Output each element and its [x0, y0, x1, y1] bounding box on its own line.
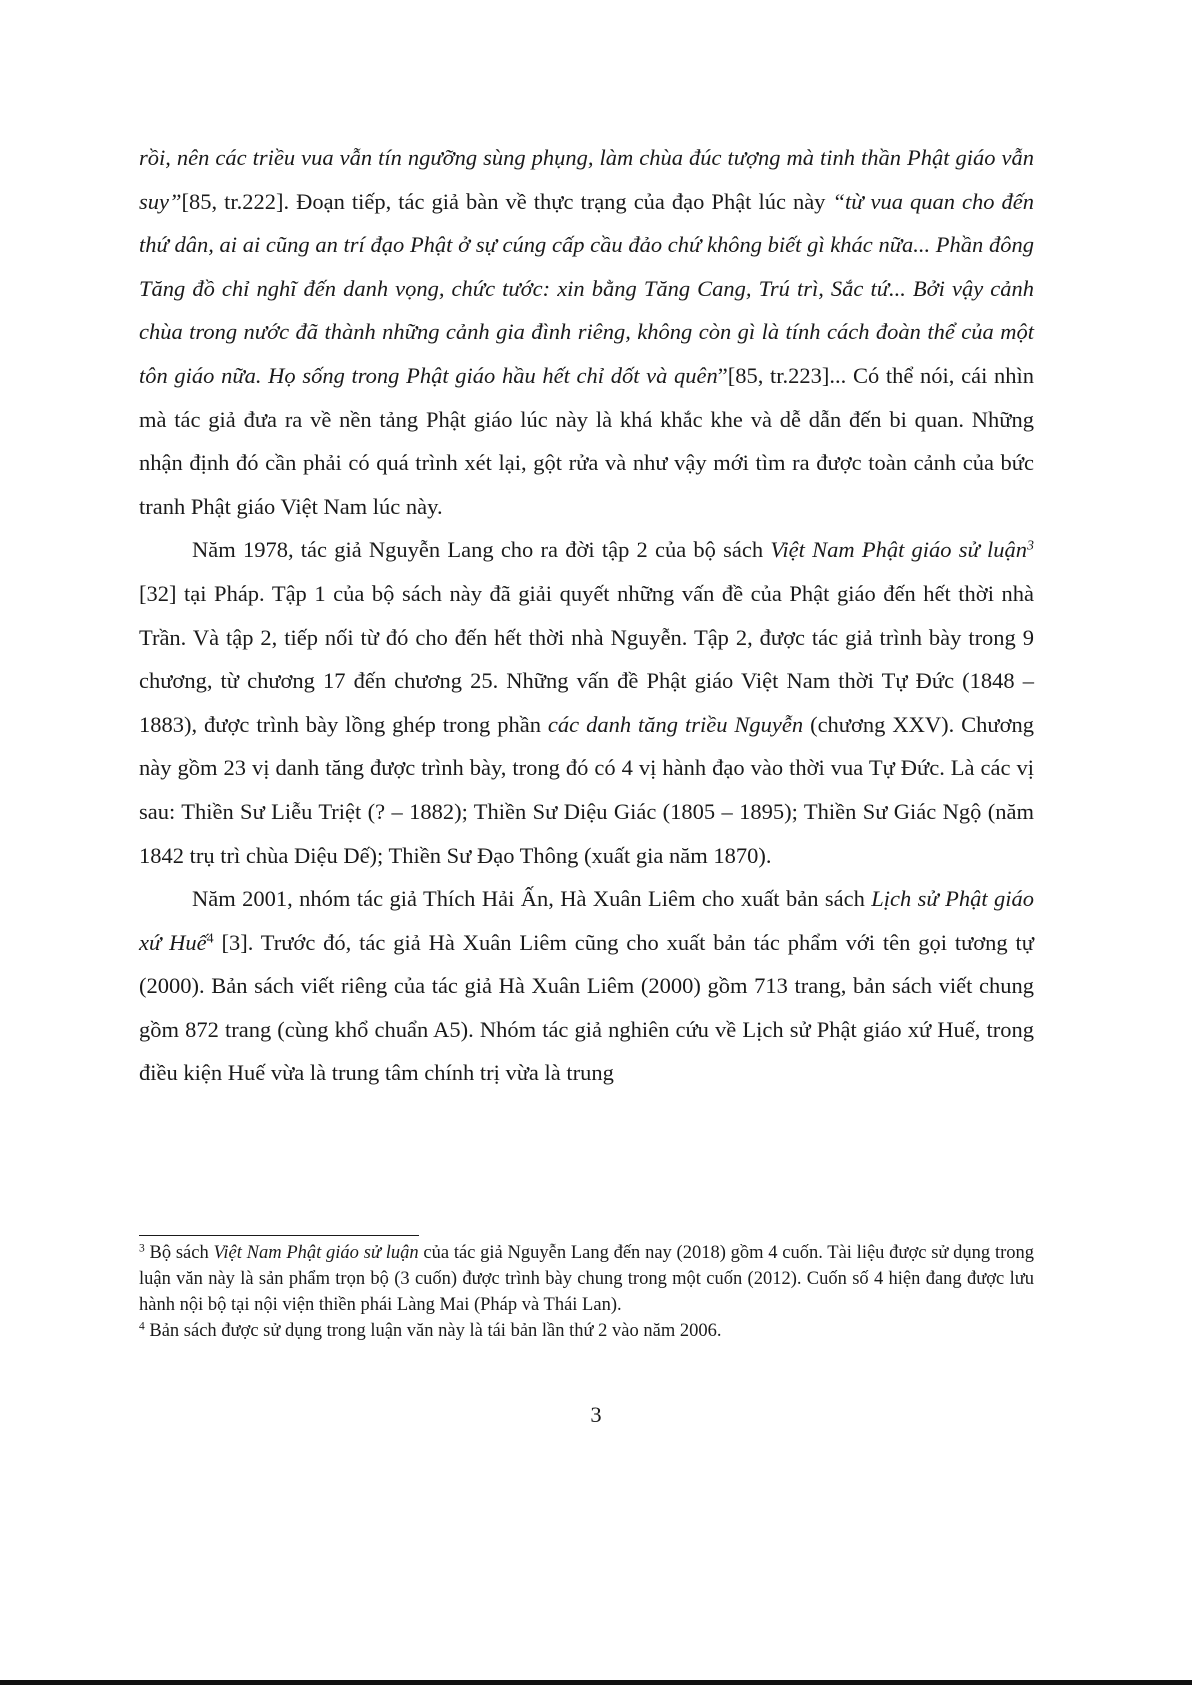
text-run: Năm 1978, tác giả Nguyễn Lang cho ra đời tập 2 của bộ sách	[192, 537, 771, 563]
main-text	[139, 136, 1034, 1095]
italic-text: Lịch sử Phật giáo xứ Huế	[139, 886, 1034, 955]
footnote-ref: 3	[1027, 538, 1034, 554]
italic-text: các danh tăng triều Nguyễn	[547, 711, 804, 737]
text-run: ”[85, tr.223]... Có thể nói, cái nhìn mà tác giả đưa ra về nền tảng Phật giáo lúc này là khá khắc khe và dễ dẫn đến bi quan. Những nhận định đó cần phải có quá trình xét lại, gột rửa và như vậy mới tìm ra được toàn cảnh của bức tranh Phật giáo Việt Nam lúc này.	[139, 362, 1034, 519]
text-run: Bản sách được sử dụng trong luận văn này là tái bản lần thứ 2 vào năm 2006.	[144, 1321, 722, 1341]
paragraph	[139, 528, 1034, 877]
italic-text: Việt Nam Phật giáo sử luận	[213, 1243, 419, 1263]
text-run: Bộ sách	[144, 1243, 214, 1263]
italic-text: Việt Nam Phật giáo sử luận	[770, 537, 1028, 563]
text-run: [3]. Trước đó, tác giả Hà Xuân Liêm cũng cho xuất bản tác phẩm với tên gọi tương tự (2000). Bản sách viết riêng của tác giả Hà Xuân Liêm (2000) gồm 713 trang, bản sách viết chung gồm 872 trang (cùng khổ chuẩn A5). Nhóm tác giả nghiên cứu về Lịch sử Phật giáo xứ Huế, trong điều kiện Huế vừa là trung tâm chính trị vừa là trung	[139, 929, 1035, 1086]
text-run: (chương XXV). Chương này gồm 23 vị danh tăng được trình bày, trong đó có 4 vị hành đạo vào thời vua Tự Đức. Là các vị sau: Thiền Sư Liễu Triệt (? – 1882); Thiền Sư Diệu Giác (1805 – 1895); Thiền Sư Giác Ngộ (năm 1842 trụ trì chùa Diệu Dế); Thiền Sư Đạo Thông (xuất gia năm 1870).	[139, 711, 1034, 868]
text-run: Năm 2001, nhóm tác giả Thích Hải Ấn, Hà Xuân Liêm cho xuất bản sách	[192, 886, 872, 912]
footnote-ref: 3	[139, 1242, 145, 1255]
paragraph	[139, 877, 1034, 1095]
page-bottom-edge	[0, 1680, 1192, 1685]
page-number: 3	[590, 1402, 602, 1427]
footnote-ref: 4	[139, 1320, 145, 1333]
footnotes	[139, 1240, 1034, 1344]
footnote-ref: 4	[206, 931, 214, 947]
footnote	[139, 1318, 1034, 1344]
paragraph	[139, 136, 1034, 528]
footnote	[139, 1240, 1034, 1318]
text-run: [32] tại Pháp. Tập 1 của bộ sách này đã giải quyết những vấn đề của Phật giáo đến hết thời nhà Trần. Và tập 2, tiếp nối từ đó cho đến hết thời nhà Nguyễn. Tập 2, được tác giả trình bày trong 9 chương, từ chương 17 đến chương 25. Những vấn đề Phật giáo Việt Nam thời Tự Đức (1848 – 1883), được trình bày lồng ghép trong phần	[139, 580, 1034, 737]
footnote-separator	[139, 1235, 419, 1236]
italic-text: rồi, nên các triều vua vẫn tín ngưỡng sùng phụng, làm chùa đúc tượng mà tinh thần Phật giáo vẫn suy”	[139, 145, 1034, 214]
text-run: của tác giả Nguyễn Lang đến nay (2018) gồm 4 cuốn. Tài liệu được sử dụng trong luận văn này là sản phẩm trọn bộ (3 cuốn) được trình bày chung trong một cuốn (2012). Cuốn số 4 hiện đang được lưu hành nội bộ tại nội viện thiền phái Làng Mai (Pháp và Thái Lan).	[139, 1243, 1034, 1315]
italic-text: “từ vua quan cho đến thứ dân, ai ai cũng an trí đạo Phật ở sự cúng cấp cầu đảo chứ không biết gì khác nữa... Phần đông Tăng đồ chỉ nghĩ đến danh vọng, chức tước: xin bằng Tăng Cang, Trú trì, Sắc tứ... Bởi vậy cảnh chùa trong nước đã thành những cảnh gia đình riêng, không còn gì là tính cách đoàn thể của một tôn giáo nữa. Họ sống trong Phật giáo hầu hết chỉ dốt và quên	[139, 188, 1034, 388]
text-run: [85, tr.222]. Đoạn tiếp, tác giả bàn về thực trạng của đạo Phật lúc này	[181, 188, 833, 214]
